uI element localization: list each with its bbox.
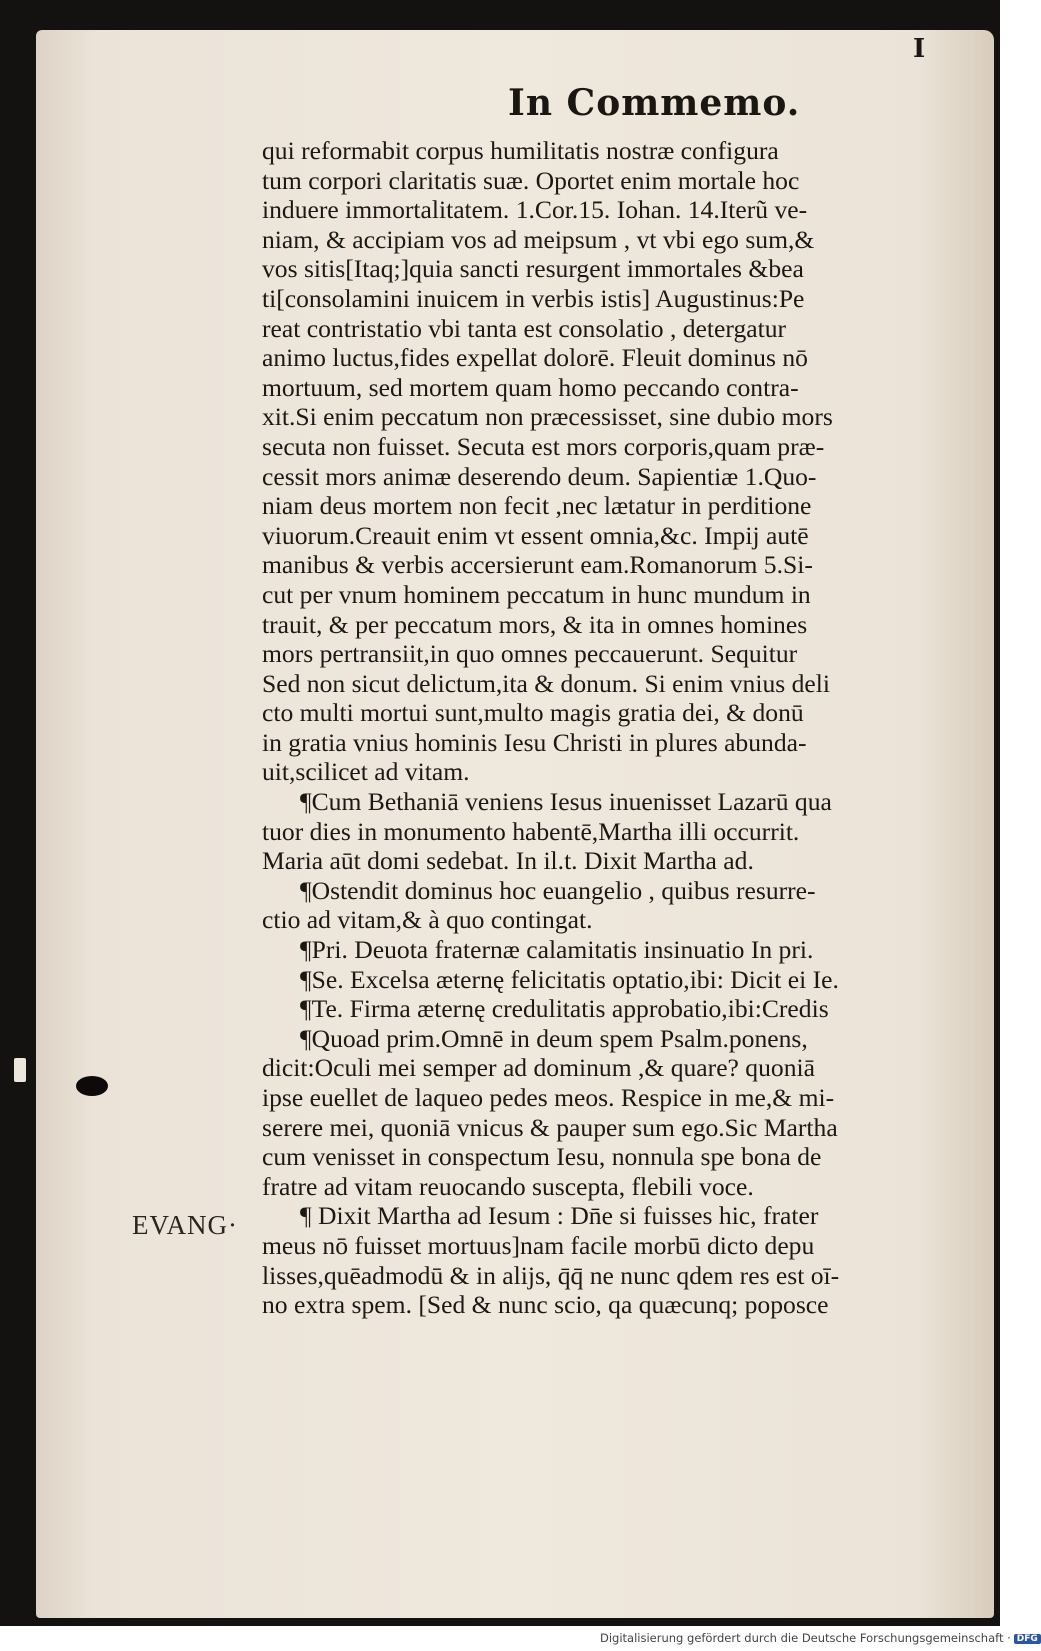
text-line: tum corpori claritatis suæ. Oportet enim mortale hoc: [262, 165, 800, 195]
text-line: viuorum.Creauit enim vt essent omnia,&c. Impij autē: [262, 520, 809, 550]
text-line: dicit:Oculi mei semper ad dominum ,& quare? quoniā: [262, 1053, 815, 1083]
page-edge-mark: [14, 1058, 26, 1082]
text-line: ipse euellet de laqueo pedes meos. Respice in me,& mi-: [262, 1083, 835, 1112]
body-text: [262, 136, 942, 1320]
text-line: trauit, & per peccatum mors, & ita in omnes homines: [262, 609, 808, 639]
folio-number: I: [913, 34, 926, 64]
text-line: meus nō fuisset mortuus]nam facile morbū dicto depu: [262, 1230, 815, 1260]
text-line: cut per vnum hominem peccatum in hunc mundum in: [262, 579, 811, 609]
text-line: induere immortalitatem. 1.Cor.15. Iohan. 14.Iterũ ve-: [262, 195, 808, 225]
text-line: tuor dies in monumento habentē,Martha illi occurrit.: [262, 816, 800, 846]
text-line: vos sitis[Itaq;]quia sancti resurgent immortales &bea: [262, 254, 804, 284]
text-line: ti[consolamini inuicem in verbis istis] Augustinus:Pe: [262, 283, 805, 313]
text-line: secuta non fuisset. Secuta est mors corporis,quam præ-: [262, 431, 825, 461]
text-line: niam, & accipiam vos ad meipsum , vt vbi ego sum,&: [262, 224, 815, 254]
text-line: fratre ad vitam reuocando suscepta, flebili voce.: [262, 1171, 754, 1201]
text-line: cessit mors animæ deserendo deum. Sapientiæ 1.Quo-: [262, 461, 817, 491]
text-line: Sed non sicut delictum,ita & donum. Si enim vnius deli: [262, 668, 830, 698]
text-line: lisses,quēadmodū & in alijs, q̄q̄ ne nunc qdem res est oī-: [262, 1260, 840, 1290]
text-line: Maria aūt domi sedebat. In il.t. Dixit Martha ad.: [262, 846, 754, 876]
text-line: no extra spem. [Sed & nunc scio, qa quæcunq; poposce: [262, 1290, 829, 1320]
text-line: cto multi mortui sunt,multo magis gratia dei, & donū: [262, 698, 804, 728]
ink-blot: [76, 1076, 108, 1096]
dfg-logo: DFG: [1014, 1634, 1041, 1644]
text-line: ¶Ostendit dominus hoc euangelio , quibus resurre-: [300, 875, 816, 905]
text-line: ctio ad vitam,& à quo contingat.: [262, 905, 593, 935]
text-line: uit,scilicet ad vitam.: [262, 757, 470, 787]
text-line: ¶Quoad prim.Omnē in deum spem Psalm.ponens,: [300, 1023, 808, 1053]
text-line: ¶Cum Bethaniā veniens Iesus inuenisset Lazarū qua: [300, 787, 832, 817]
text-line: mors pertransiit,in quo omnes peccauerunt. Sequitur: [262, 639, 798, 669]
text-line: in gratia vnius hominis Iesu Christi in plures abunda-: [262, 727, 807, 757]
text-line: xit.Si enim peccatum non præcessisset, sine dubio mors: [262, 402, 833, 432]
credit-text: Digitalisierung gefördert durch die Deutsche Forschungsgemeinschaft ·: [600, 1631, 1011, 1645]
digitization-credit: [600, 1631, 1038, 1649]
text-line: serere mei, quoniā vnicus & pauper sum ego.Sic Martha: [262, 1112, 838, 1142]
text-line: ¶Te. Firma æternę credulitatis approbatio,ibi:Credis: [300, 994, 829, 1024]
margin-note: EVANG·: [132, 1210, 238, 1240]
text-line: niam deus mortem non fecit ,nec lætatur in perditione: [262, 491, 812, 521]
text-line: cum venisset in conspectum Iesu, nonnula spe bona de: [262, 1142, 822, 1172]
text-line: manibus & verbis accersierunt eam.Romanorum 5.Si-: [262, 550, 813, 580]
text-line: animo luctus,fides expellat dolorē. Fleuit dominus nō: [262, 343, 808, 373]
text-line: qui reformabit corpus humilitatis nostræ configura: [262, 136, 779, 165]
text-line: ¶ Dixit Martha ad Iesum : Dn̄e si fuisses hic, frater: [300, 1201, 819, 1231]
text-line: reat contristatio vbi tanta est consolatio , detergatur: [262, 313, 787, 343]
running-head: In Commemo.: [508, 82, 801, 124]
text-line: ¶Pri. Deuota fraternæ calamitatis insinuatio In pri.: [300, 935, 814, 965]
text-line: ¶Se. Excelsa æternę felicitatis optatio,ibi: Dicit ei Ie.: [300, 964, 839, 994]
text-line: mortuum, sed mortem quam homo peccando contra-: [262, 372, 799, 402]
